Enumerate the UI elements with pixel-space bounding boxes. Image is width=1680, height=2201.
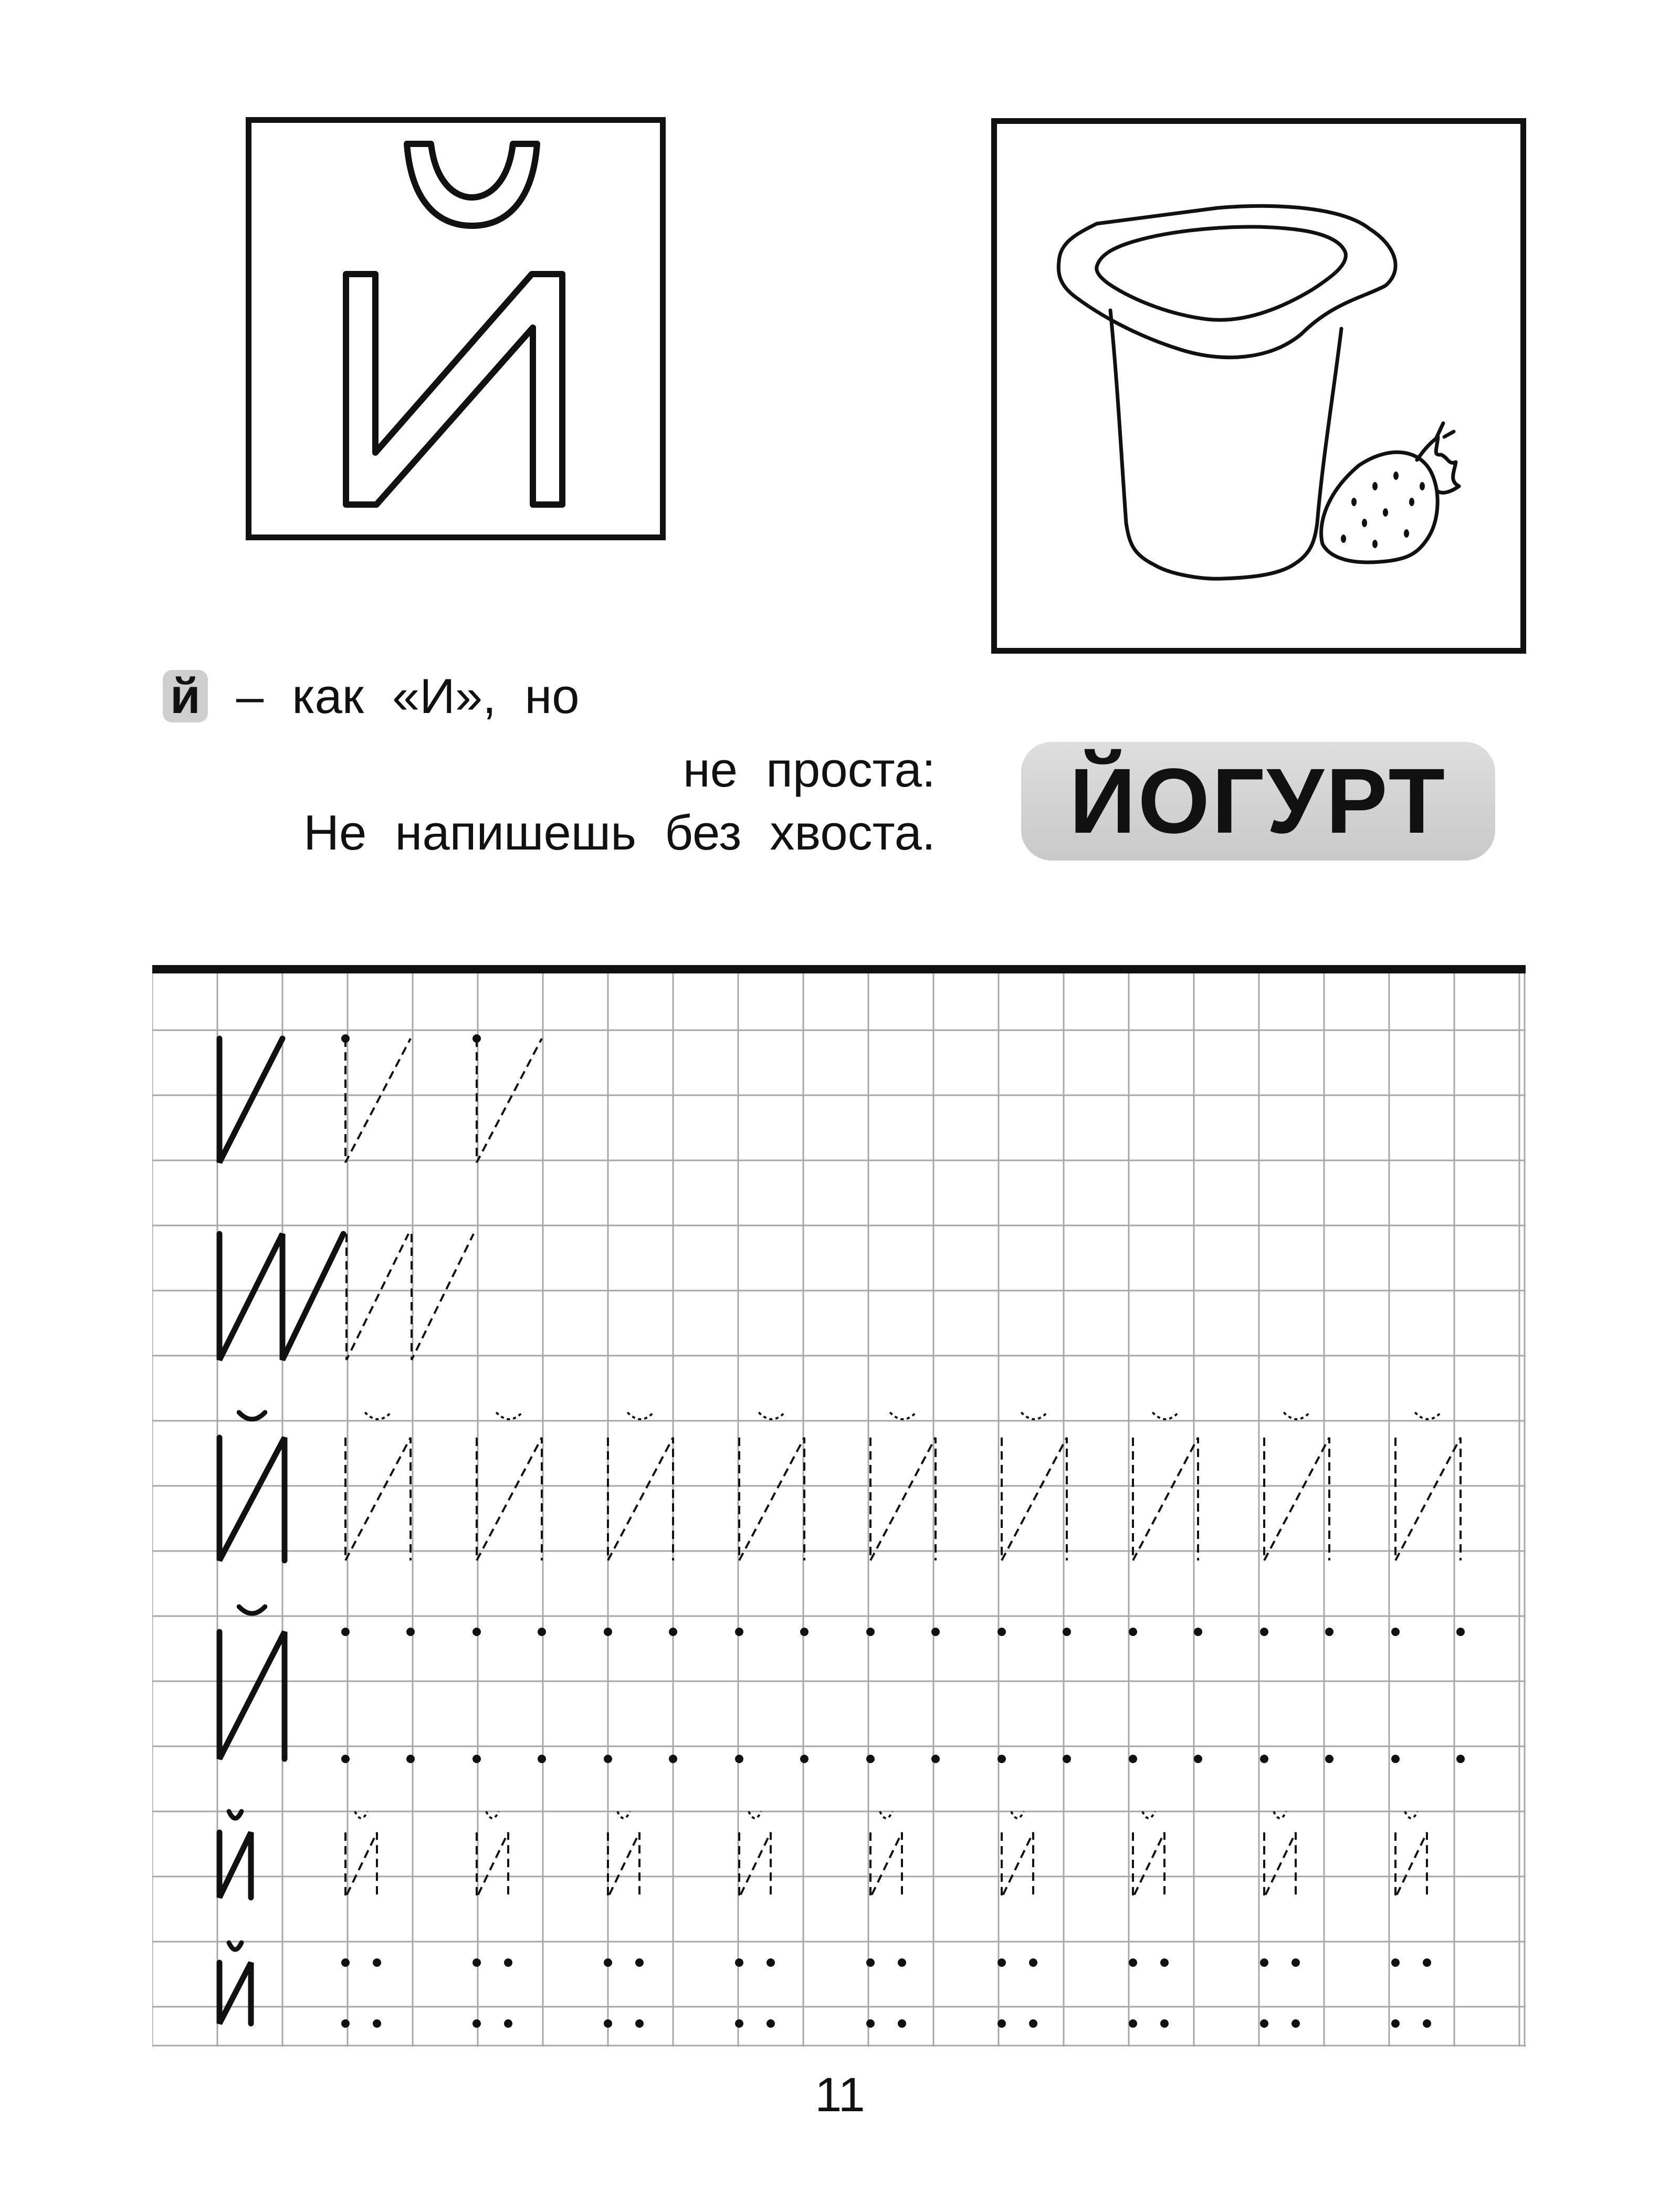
trace-letter-upper [477,1438,542,1560]
guide-dot [1456,1628,1465,1636]
trace-letter-lower [1395,1832,1427,1898]
trace-letter-upper [1264,1438,1329,1560]
guide-dot [1391,1958,1400,1967]
guide-dot [1292,1958,1300,1967]
trace-letter-lower-breve [355,1811,368,1818]
trace-letter-lower-breve [1274,1811,1286,1818]
guide-dot [866,1755,875,1763]
trace-stroke-2 [346,1234,408,1360]
guide-dot [1194,1755,1202,1763]
sample-letter-upper-breve [239,1412,265,1419]
guide-dot [1391,1755,1400,1763]
trace-stroke-2 [412,1234,474,1360]
sample-letter-lower [219,1832,251,1898]
guide-dot [1129,1755,1137,1763]
guide-dot [735,1755,743,1763]
sample-letter-lower-breve [229,1811,242,1818]
guide-dot [1129,1958,1137,1967]
guide-dot [604,1628,612,1636]
trace-letter-lower-breve [1405,1811,1418,1818]
sample-letter-upper-2 [219,1632,285,1759]
trace-letter-upper-breve [759,1412,785,1419]
guide-dot [735,1628,743,1636]
guide-dot [1456,1755,1465,1763]
trace-letter-lower [1133,1832,1164,1898]
guide-dot [998,2019,1006,2028]
guide-dot [1160,2019,1169,2028]
sample-letter-upper [219,1438,285,1560]
trace-letter-lower-breve [1142,1811,1155,1818]
poem-line-1-text: – как «И», но [207,668,580,724]
guide-dot [931,1628,940,1636]
guide-dot [406,1628,415,1636]
guide-dot [735,2019,743,2028]
page-number: 11 [815,2068,865,2122]
trace-letter-upper-breve [1284,1412,1310,1419]
grid-marks [219,1034,1465,2028]
trace-letter-upper-breve [1021,1412,1047,1419]
guide-dot [1391,2019,1400,2028]
guide-dot [341,1755,350,1763]
trace-letter-upper [739,1438,804,1560]
guide-dot [604,1958,612,1967]
guide-dot [1325,1755,1334,1763]
guide-dot [1029,2019,1037,2028]
trace-stroke-1 [477,1039,542,1162]
trace-letter-lower [608,1832,639,1898]
trace-letter-lower [477,1832,508,1898]
guide-dot [1160,1958,1169,1967]
guide-dot [538,1755,546,1763]
grid-lines [152,973,1526,2047]
guide-dot [341,1958,350,1967]
trace-stroke-1 [345,1039,411,1162]
guide-dot [898,2019,906,2028]
guide-dot [800,1628,808,1636]
trace-letter-lower [1264,1832,1296,1898]
guide-dot [866,1628,875,1636]
guide-dot [341,1628,350,1636]
trace-letter-upper-breve [365,1412,391,1419]
guide-dot [635,1958,644,1967]
trace-letter-lower [739,1832,771,1898]
trace-letter-upper [345,1438,411,1560]
guide-dot [1260,1755,1268,1763]
guide-dot [1063,1628,1071,1636]
guide-dot [1260,1628,1268,1636]
trace-letter-lower-breve [749,1811,761,1818]
guide-dot [604,2019,612,2028]
sample-letter-lower-2-breve [229,1943,242,1950]
guide-dot [538,1628,546,1636]
sample-stroke-1 [219,1039,282,1162]
guide-dot [504,2019,512,2028]
guide-dot [998,1628,1006,1636]
start-dot [341,1034,350,1043]
sample-stroke-2 [219,1234,343,1360]
guide-dot [1391,1628,1400,1636]
trace-letter-upper-breve [496,1412,522,1419]
word-badge: ЙОГУРТ [1021,742,1495,861]
guide-dot [800,1755,808,1763]
guide-dot [472,1755,481,1763]
guide-dot [669,1755,677,1763]
trace-letter-lower [345,1832,377,1898]
guide-dot [735,1958,743,1967]
guide-dot [931,1755,940,1763]
start-dot [472,1034,481,1043]
guide-dot [1423,2019,1431,2028]
guide-dot [998,1755,1006,1763]
trace-letter-lower-breve [486,1811,499,1818]
poem-line-1 [163,670,580,722]
trace-letter-lower-breve [880,1811,892,1818]
trace-letter-upper [1133,1438,1198,1560]
poem-line-2: не проста: [682,742,936,797]
trace-letter-upper [870,1438,936,1560]
guide-dot [1260,2019,1268,2028]
poem-letter-chip: й [163,670,208,722]
trace-letter-lower-breve [617,1811,630,1818]
guide-dot [472,2019,481,2028]
guide-dot [341,2019,350,2028]
trace-letter-upper-breve [627,1412,654,1419]
trace-letter-lower [1002,1832,1033,1898]
guide-dot [866,2019,875,2028]
guide-dot [998,1958,1006,1967]
guide-dot [866,1958,875,1967]
practice-grid [152,965,1526,2047]
trace-letter-lower-breve [1011,1811,1024,1818]
letter-outline-icon [251,123,660,534]
guide-dot [1325,1628,1334,1636]
trace-letter-upper-breve [1152,1412,1179,1419]
guide-dot [1292,2019,1300,2028]
guide-dot [504,1958,512,1967]
guide-dot [373,1958,381,1967]
trace-letter-upper [1395,1438,1461,1560]
guide-dot [604,1755,612,1763]
guide-dot [635,2019,644,2028]
guide-dot [1194,1628,1202,1636]
sample-letter-upper-2-breve [239,1607,265,1613]
poem-line-3: Не напишешь без хвоста. [303,805,936,860]
trace-letter-upper [608,1438,673,1560]
trace-letter-upper-breve [1415,1412,1441,1419]
guide-dot [406,1755,415,1763]
guide-dot [1129,2019,1137,2028]
guide-dot [373,2019,381,2028]
guide-dot [1029,1958,1037,1967]
guide-dot [1063,1755,1071,1763]
guide-dot [1129,1628,1137,1636]
trace-letter-lower [870,1832,902,1898]
guide-dot [766,1958,775,1967]
trace-letter-upper [1002,1438,1067,1560]
guide-dot [766,2019,775,2028]
guide-dot [669,1628,677,1636]
picture-card [991,118,1526,654]
guide-dot [472,1958,481,1967]
trace-letter-upper-breve [890,1412,916,1419]
guide-dot [1423,1958,1431,1967]
sample-letter-lower-2 [219,1963,251,2024]
guide-dot [472,1628,481,1636]
letter-card [246,117,666,540]
guide-dot [898,1958,906,1967]
guide-dot [1260,1958,1268,1967]
yogurt-cup-with-strawberry-icon [997,124,1520,648]
